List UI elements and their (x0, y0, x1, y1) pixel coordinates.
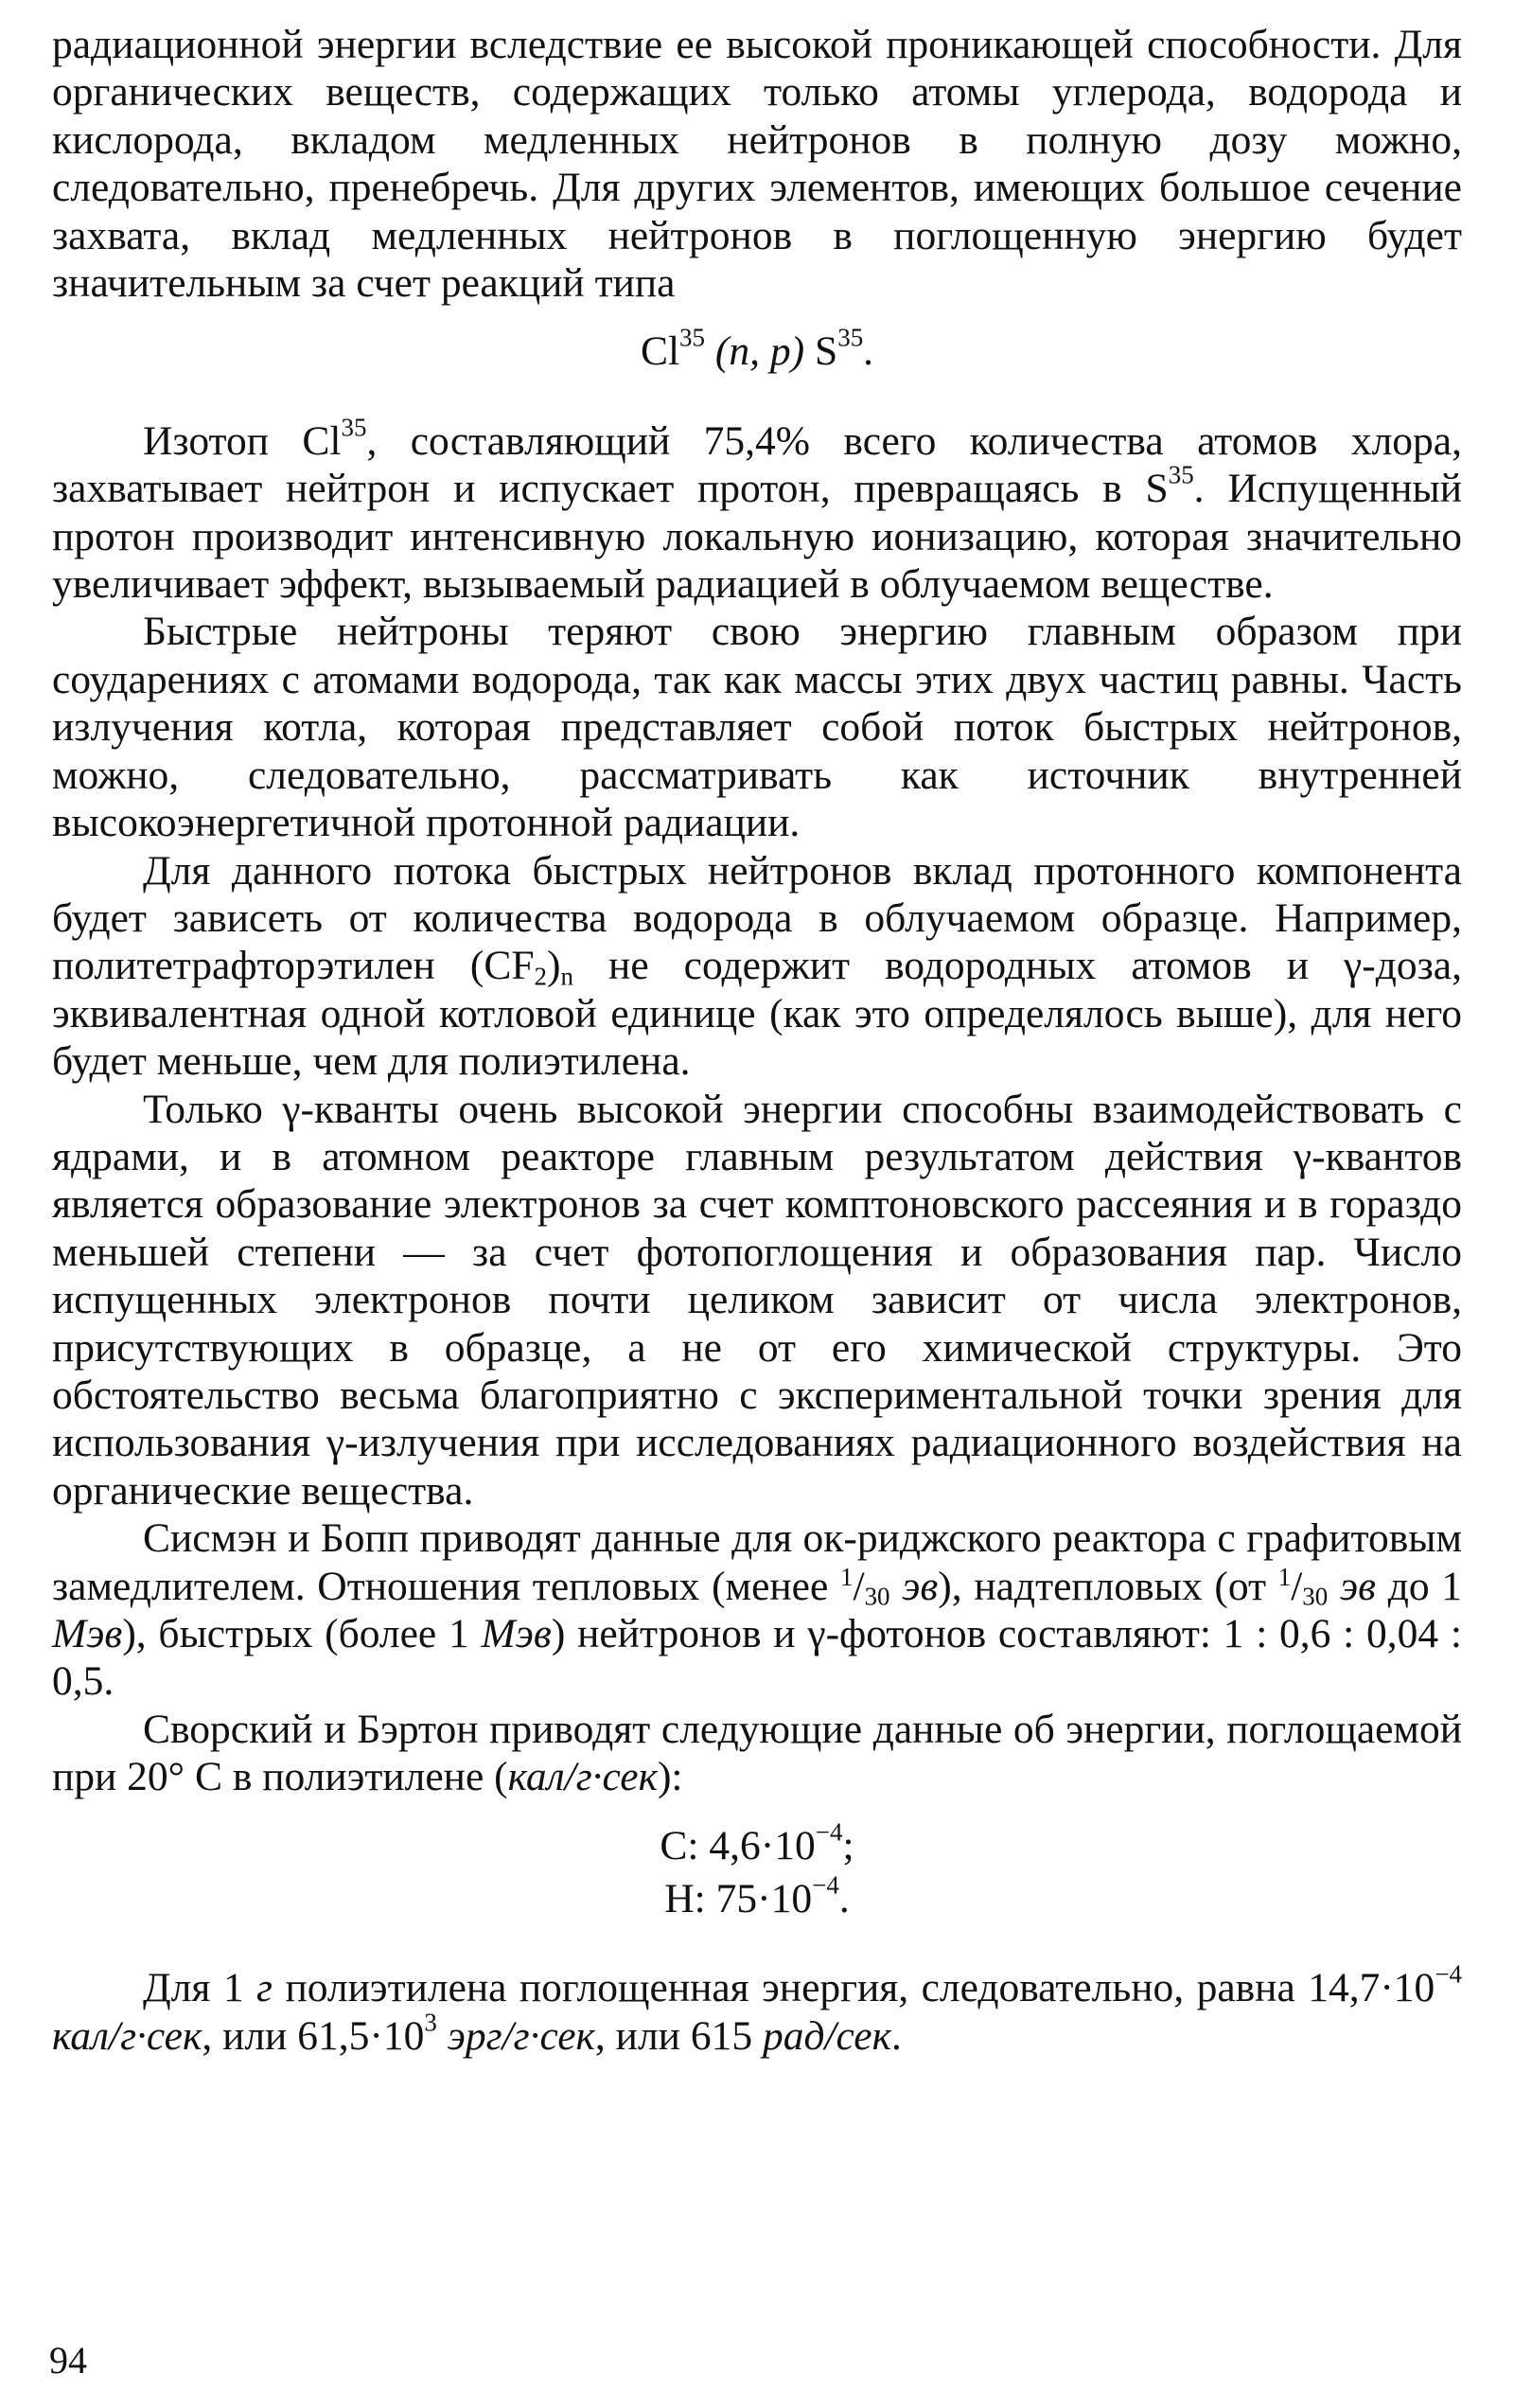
formula-reaction: Cl$^{35}$ (n, p) $S^{35}$. (640, 324, 874, 375)
paragraph-7: Сворский и Бэртон приводят следующие данные об энергии, поглощаемой при 20° С в полиэтилене (кал/г·сек): (52, 1706, 1462, 1800)
fraction-one-thirtieth: $^1/_{30}$ (1277, 1562, 1329, 1610)
formula-carbon: С: $4,6\cdot 10^{-4}$; (660, 1817, 854, 1868)
fraction-one-thirtieth: $^1/_{30}$ (839, 1562, 890, 1610)
paragraph-3: Быстрые нейтроны теряют свою энергию главным образом при соударениях с атомами водорода, так как массы этих двух частиц равны. Часть излучения котла, которая представляет собой поток быстрых нейтронов, можно, следовательно, рассматривать как источник внутренней высокоэнергетичной протонной радиации. (52, 609, 1462, 846)
paragraph-5: Только γ-кванты очень высокой энергии способны взаимодействовать с ядрами, и в атомном реакторе главным результатом действия γ-квантов является образование электронов за счет комптоновского рассеяния и в гораздо меньшей степени — за счет фотопоглощения и образования пар. Число испущенных электронов почти целиком зависит от числа электронов, присутствующих в образце, а не от его химической структуры. Это обстоятельство весьма благоприятно с экспериментальной точки зрения для использования γ-излучения при исследованиях радиационного воздействия на органические вещества. (52, 1086, 1462, 1514)
paragraph-6: Сисмэн и Бопп приводят данные для ок-риджского реактора с графитовым замедлителем. Отношения тепловых (менее $^1/_{30}$ эв), надтепловых (от $^1/_{30}$ эв до 1 Мэв), быстрых (более 1 Мэв) нейтронов и γ-фотонов составляют: 1 : 0,6 : 0,04 : 0,5. (52, 1515, 1463, 1705)
paragraph-4: Для данного потока быстрых нейтронов вклад протонного компонента будет зависеть от количества водорода в облучаемом образце. Например, политетрафторэтилен $(CF_2)_n$ не содержит водородных атомов и γ-доза, эквивалентная одной котловой единице (как это определялось выше), для него будет меньше, чем для полиэтилена. (52, 847, 1462, 1085)
formula-hydrogen: Н: $75\cdot 10^{-4}$. (664, 1870, 850, 1922)
paragraph-8: Для 1 г полиэтилена поглощенная энергия, следовательно, равна $14,7\cdot 10^{-4}$ кал/г·сек, или $61,5\cdot 10^3$ эрг/г·сек, или 615 рад/сек. (52, 1960, 1463, 2059)
paragraph-2: Изотоп Cl$^{35}$, составляющий 75,4% всего количества атомов хлора, захватывает нейтрон и испускает протон, превращаясь в $S^{35}$. Испущенный протон производит интенсивную локальную ионизацию, которая значительно увеличивает эффект, вызываемый радиацией в облучаемом веществе. (52, 413, 1462, 608)
paragraph-1: радиационной энергии вследствие ее высокой проникающей способности. Для органических веществ, содержащих только атомы углерода, водорода и кислорода, вкладом медленных нейтронов в полную дозу можно, следовательно, пренебречь. Для других элементов, имеющих большое сечение захвата, вклад медленных нейтронов в поглощенную энергию будет значительным за счет реакций типа (52, 22, 1462, 307)
page-number: 94 (49, 2339, 87, 2381)
